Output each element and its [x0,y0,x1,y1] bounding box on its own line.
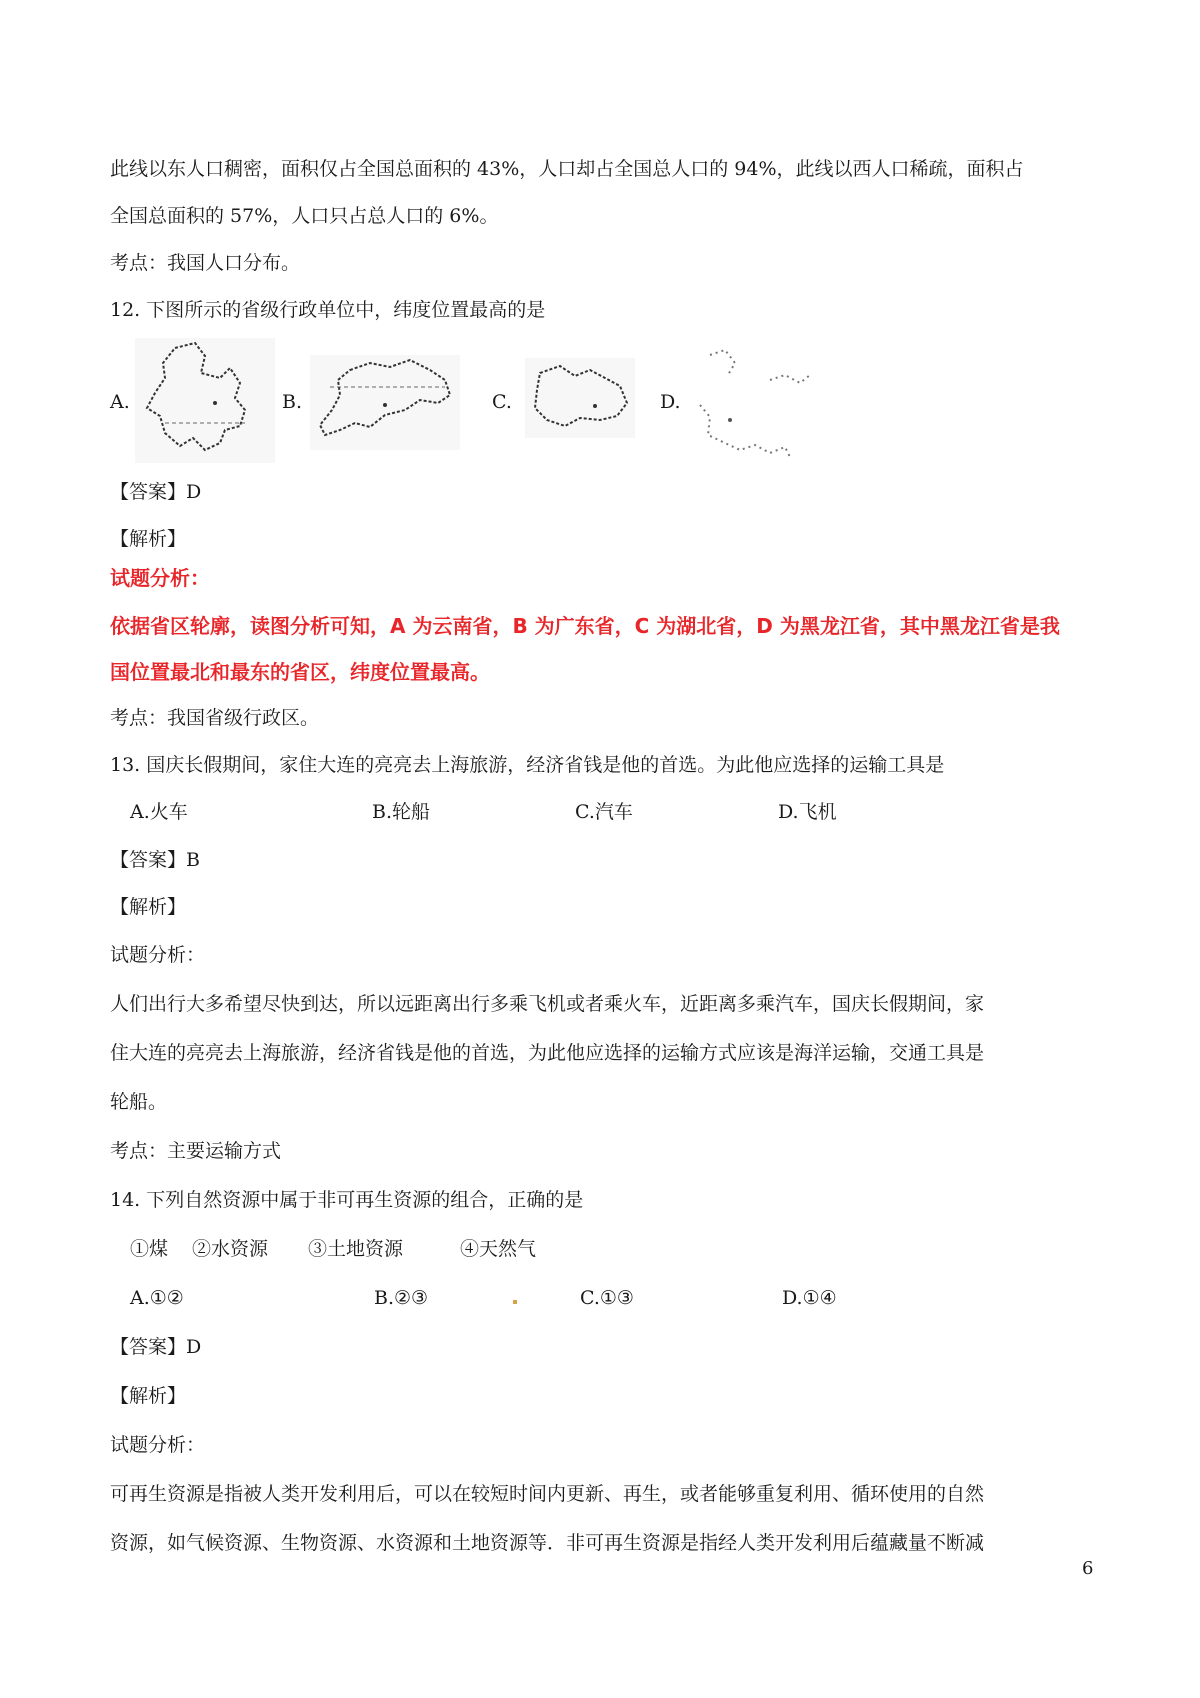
q12-analysis-head: 【解析】 [110,528,187,550]
q12-answer: 【答案】D [110,481,202,503]
q14-option-b: B.②③ [374,1287,429,1309]
q13-option-a: A.火车 [130,801,188,823]
q14-option-d: D.①④ [782,1287,837,1309]
heilongjiang-map [690,345,820,463]
q12-label-a: A. [110,391,130,413]
q13-answer: 【答案】B [110,849,200,871]
q13-analysis-line-2: 住大连的亮亮去上海旅游，经济省钱是他的首选，为此他应选择的运输方式应该是海洋运输，交通工具是 [110,1042,985,1064]
intro-line-1: 此线以东人口稠密，面积仅占全国总面积的 43%，人口却占全国总人口的 94%，此线以西人口稀疏，面积占 [110,158,1024,180]
stray-dot [513,1300,517,1304]
q12-point: 考点：我国省级行政区。 [110,707,320,729]
q12-stem: 12. 下图所示的省级行政单位中，纬度位置最高的是 [110,299,546,321]
q14-answer: 【答案】D [110,1336,202,1358]
q14-option-c: C.①③ [580,1287,634,1309]
q12-label-c: C. [492,391,512,413]
q13-stem: 13. 国庆长假期间，家住大连的亮亮去上海旅游，经济省钱是他的首选。为此他应选择的运输工具是 [110,754,945,776]
q14-analysis-title: 试题分析： [110,1434,206,1456]
yunnan-map [135,338,275,463]
q14-analysis-head: 【解析】 [110,1385,187,1407]
q12-label-d: D. [660,391,681,413]
q13-analysis-head: 【解析】 [110,896,187,918]
guangdong-map [310,355,460,450]
q13-option-b: B.轮船 [372,801,431,823]
q14-analysis-line-1: 可再生资源是指被人类开发利用后，可以在较短时间内更新、再生，或者能够重复利用、循环使用的自然 [110,1483,985,1505]
intro-point: 考点：我国人口分布。 [110,252,301,274]
q13-option-d: D.飞机 [778,801,837,823]
q12-label-b: B. [282,391,303,413]
q13-option-c: C.汽车 [575,801,633,823]
q13-point: 考点：主要运输方式 [110,1140,282,1162]
q14-item-4: ④天然气 [460,1238,537,1260]
hubei-map [525,358,635,438]
q14-analysis-line-2: 资源，如气候资源、生物资源、水资源和土地资源等．非可再生资源是指经人类开发利用后蕴藏量不断减 [110,1532,985,1554]
q12-analysis-title: 试题分析： [110,566,210,590]
page-number: 6 [1082,1558,1094,1579]
q13-analysis-line-1: 人们出行大多希望尽快到达，所以远距离出行多乘飞机或者乘火车，近距离多乘汽车，国庆长假期间，家 [110,993,985,1015]
q14-option-a: A.①② [130,1287,184,1309]
q13-analysis-title: 试题分析： [110,944,206,966]
q14-stem: 14. 下列自然资源中属于非可再生资源的组合，正确的是 [110,1189,584,1211]
q14-item-2: ②水资源 [192,1238,269,1260]
q12-analysis-line-1: 依据省区轮廓，读图分析可知，A 为云南省，B 为广东省，C 为湖北省，D 为黑龙江省，其中黑龙江省是我 [110,614,1060,638]
q12-analysis-line-2: 国位置最北和最东的省区，纬度位置最高。 [110,660,490,684]
q13-analysis-line-3: 轮船。 [110,1091,168,1113]
q14-item-1: ①煤 [130,1238,169,1260]
intro-line-2: 全国总面积的 57%，人口只占总人口的 6%。 [110,205,499,227]
q14-item-3: ③土地资源 [308,1238,404,1260]
